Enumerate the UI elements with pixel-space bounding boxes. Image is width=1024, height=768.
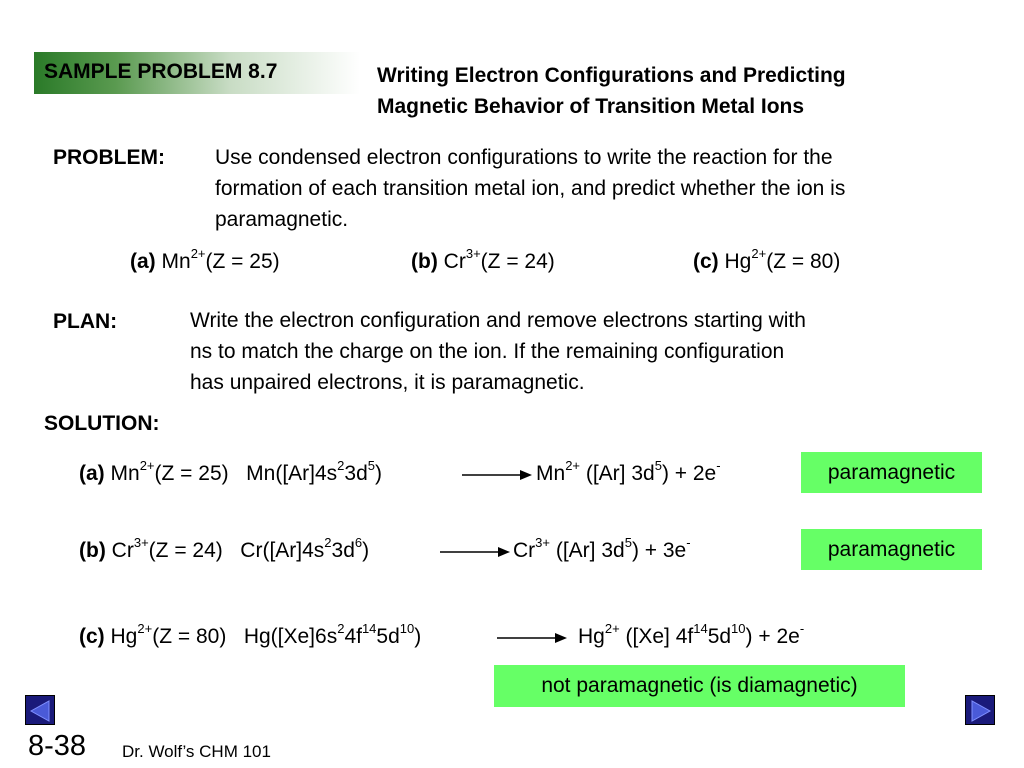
superscript: 14 [693,621,708,636]
result-badge-c: not paramagnetic (is diamagnetic) [494,665,905,707]
solution-row-c-reactant [79,621,422,649]
solution-label: SOLUTION: [44,412,160,435]
solution-row-b-product [513,535,691,563]
atomic-number: (Z = 25) [205,250,280,273]
ion-config-end: ) + 3e [631,539,687,562]
ion-charge: 3+ [133,535,149,550]
atom-config-part: 4f [344,625,362,648]
ion-charge: 3+ [535,535,550,550]
part-letter: (c) [693,250,719,273]
problem-part-a [130,246,280,274]
ion-symbol: Hg [724,250,752,273]
problem-part-b [411,246,555,274]
plan-line-1: Write the electron configuration and remove electrons starting with [190,309,806,332]
atom-config-part: 5d [376,625,400,648]
plan-line-3: has unpaired electrons, it is paramagnetic. [190,371,585,394]
triangle-left-icon [26,696,56,726]
part-letter: (c) [79,625,105,648]
ion-config-end: ) + 2e [661,462,717,485]
slide-number: 8-38 [28,730,87,762]
title-line-2: Magnetic Behavior of Transition Metal Ions [377,95,805,118]
ion-symbol: Mn [110,462,140,485]
plan-text [190,305,806,398]
atomic-number: (Z = 24) [480,250,555,273]
ion-symbol: Hg [578,625,605,648]
ion-charge: 3+ [465,246,481,261]
solution-row-b-reactant [79,535,370,563]
electron-charge: - [716,458,721,473]
superscript: 2 [337,621,345,636]
triangle-right-icon [966,696,996,726]
ion-charge: 2+ [190,246,206,261]
previous-slide-button[interactable] [25,695,55,725]
atomic-number: (Z = 80) [766,250,841,273]
atom-config-end: ) [375,462,382,485]
superscript: 2 [324,535,332,550]
electron-charge: - [799,621,805,636]
atomic-number: (Z = 25) [154,462,229,485]
problem-line-1: Use condensed electron configurations to write the reaction for the [215,146,833,169]
atomic-number: (Z = 24) [148,539,223,562]
problem-label: PROBLEM: [53,146,165,169]
solution-row-c-product [578,621,805,649]
electron-charge: - [686,535,691,550]
superscript: 14 [361,621,377,636]
solution-row-a-product [536,458,721,486]
ion-config: ([Ar] 3d [550,539,625,562]
atomic-number: (Z = 80) [152,625,227,648]
problem-line-2: formation of each transition metal ion, and predict whether the ion is [215,177,846,200]
ion-charge: 2+ [565,458,581,473]
part-letter: (a) [130,250,156,273]
part-letter: (b) [411,250,438,273]
atom-config: Mn([Ar]4s [246,462,338,485]
result-badge-a: paramagnetic [801,452,982,493]
ion-charge: 2+ [139,458,155,473]
superscript: 6 [354,535,363,550]
part-letter: (b) [79,539,106,562]
atom-config: Hg([Xe]6s [243,625,338,648]
atom-config: Cr([Ar]4s [240,539,325,562]
atom-config-part: 3d [331,539,355,562]
ion-config-end: ) + 2e [745,625,800,648]
ion-symbol: Cr [443,250,466,273]
ion-charge: 2+ [751,246,767,261]
superscript: 5 [624,535,632,550]
part-letter: (a) [79,462,105,485]
problem-part-c [693,246,841,274]
atom-config-end: ) [362,539,370,562]
course-name: Dr. Wolf’s CHM 101 [122,742,271,761]
result-badge-b: paramagnetic [801,529,982,570]
superscript: 10 [399,621,415,636]
ion-config-part: 5d [707,625,732,648]
atom-config-end: ) [414,625,422,648]
superscript: 5 [367,458,375,473]
ion-symbol: Hg [110,625,138,648]
atom-config-part: 3d [344,462,368,485]
reaction-arrow-icon [497,631,567,645]
ion-symbol: Cr [111,539,134,562]
problem-title [377,60,846,122]
ion-charge: 2+ [604,621,620,636]
problem-text [215,142,845,235]
ion-charge: 2+ [137,621,153,636]
problem-line-3: paramagnetic. [215,208,349,231]
ion-symbol: Mn [536,462,566,485]
ion-config: ([Ar] 3d [580,462,655,485]
reaction-arrow-icon [440,545,510,559]
plan-label: PLAN: [53,310,118,333]
ion-symbol: Cr [513,539,536,562]
superscript: 5 [654,458,662,473]
next-slide-button[interactable] [965,695,995,725]
solution-row-a-reactant [79,458,382,486]
superscript: 2 [337,458,345,473]
plan-line-2: ns to match the charge on the ion. If the remaining configuration [190,340,785,363]
ion-config: ([Xe] 4f [619,625,694,648]
ion-symbol: Mn [161,250,191,273]
superscript: 10 [731,621,746,636]
title-line-1: Writing Electron Configurations and Predicting [377,64,846,87]
reaction-arrow-icon [462,468,532,482]
sample-problem-label: SAMPLE PROBLEM 8.7 [44,60,278,83]
